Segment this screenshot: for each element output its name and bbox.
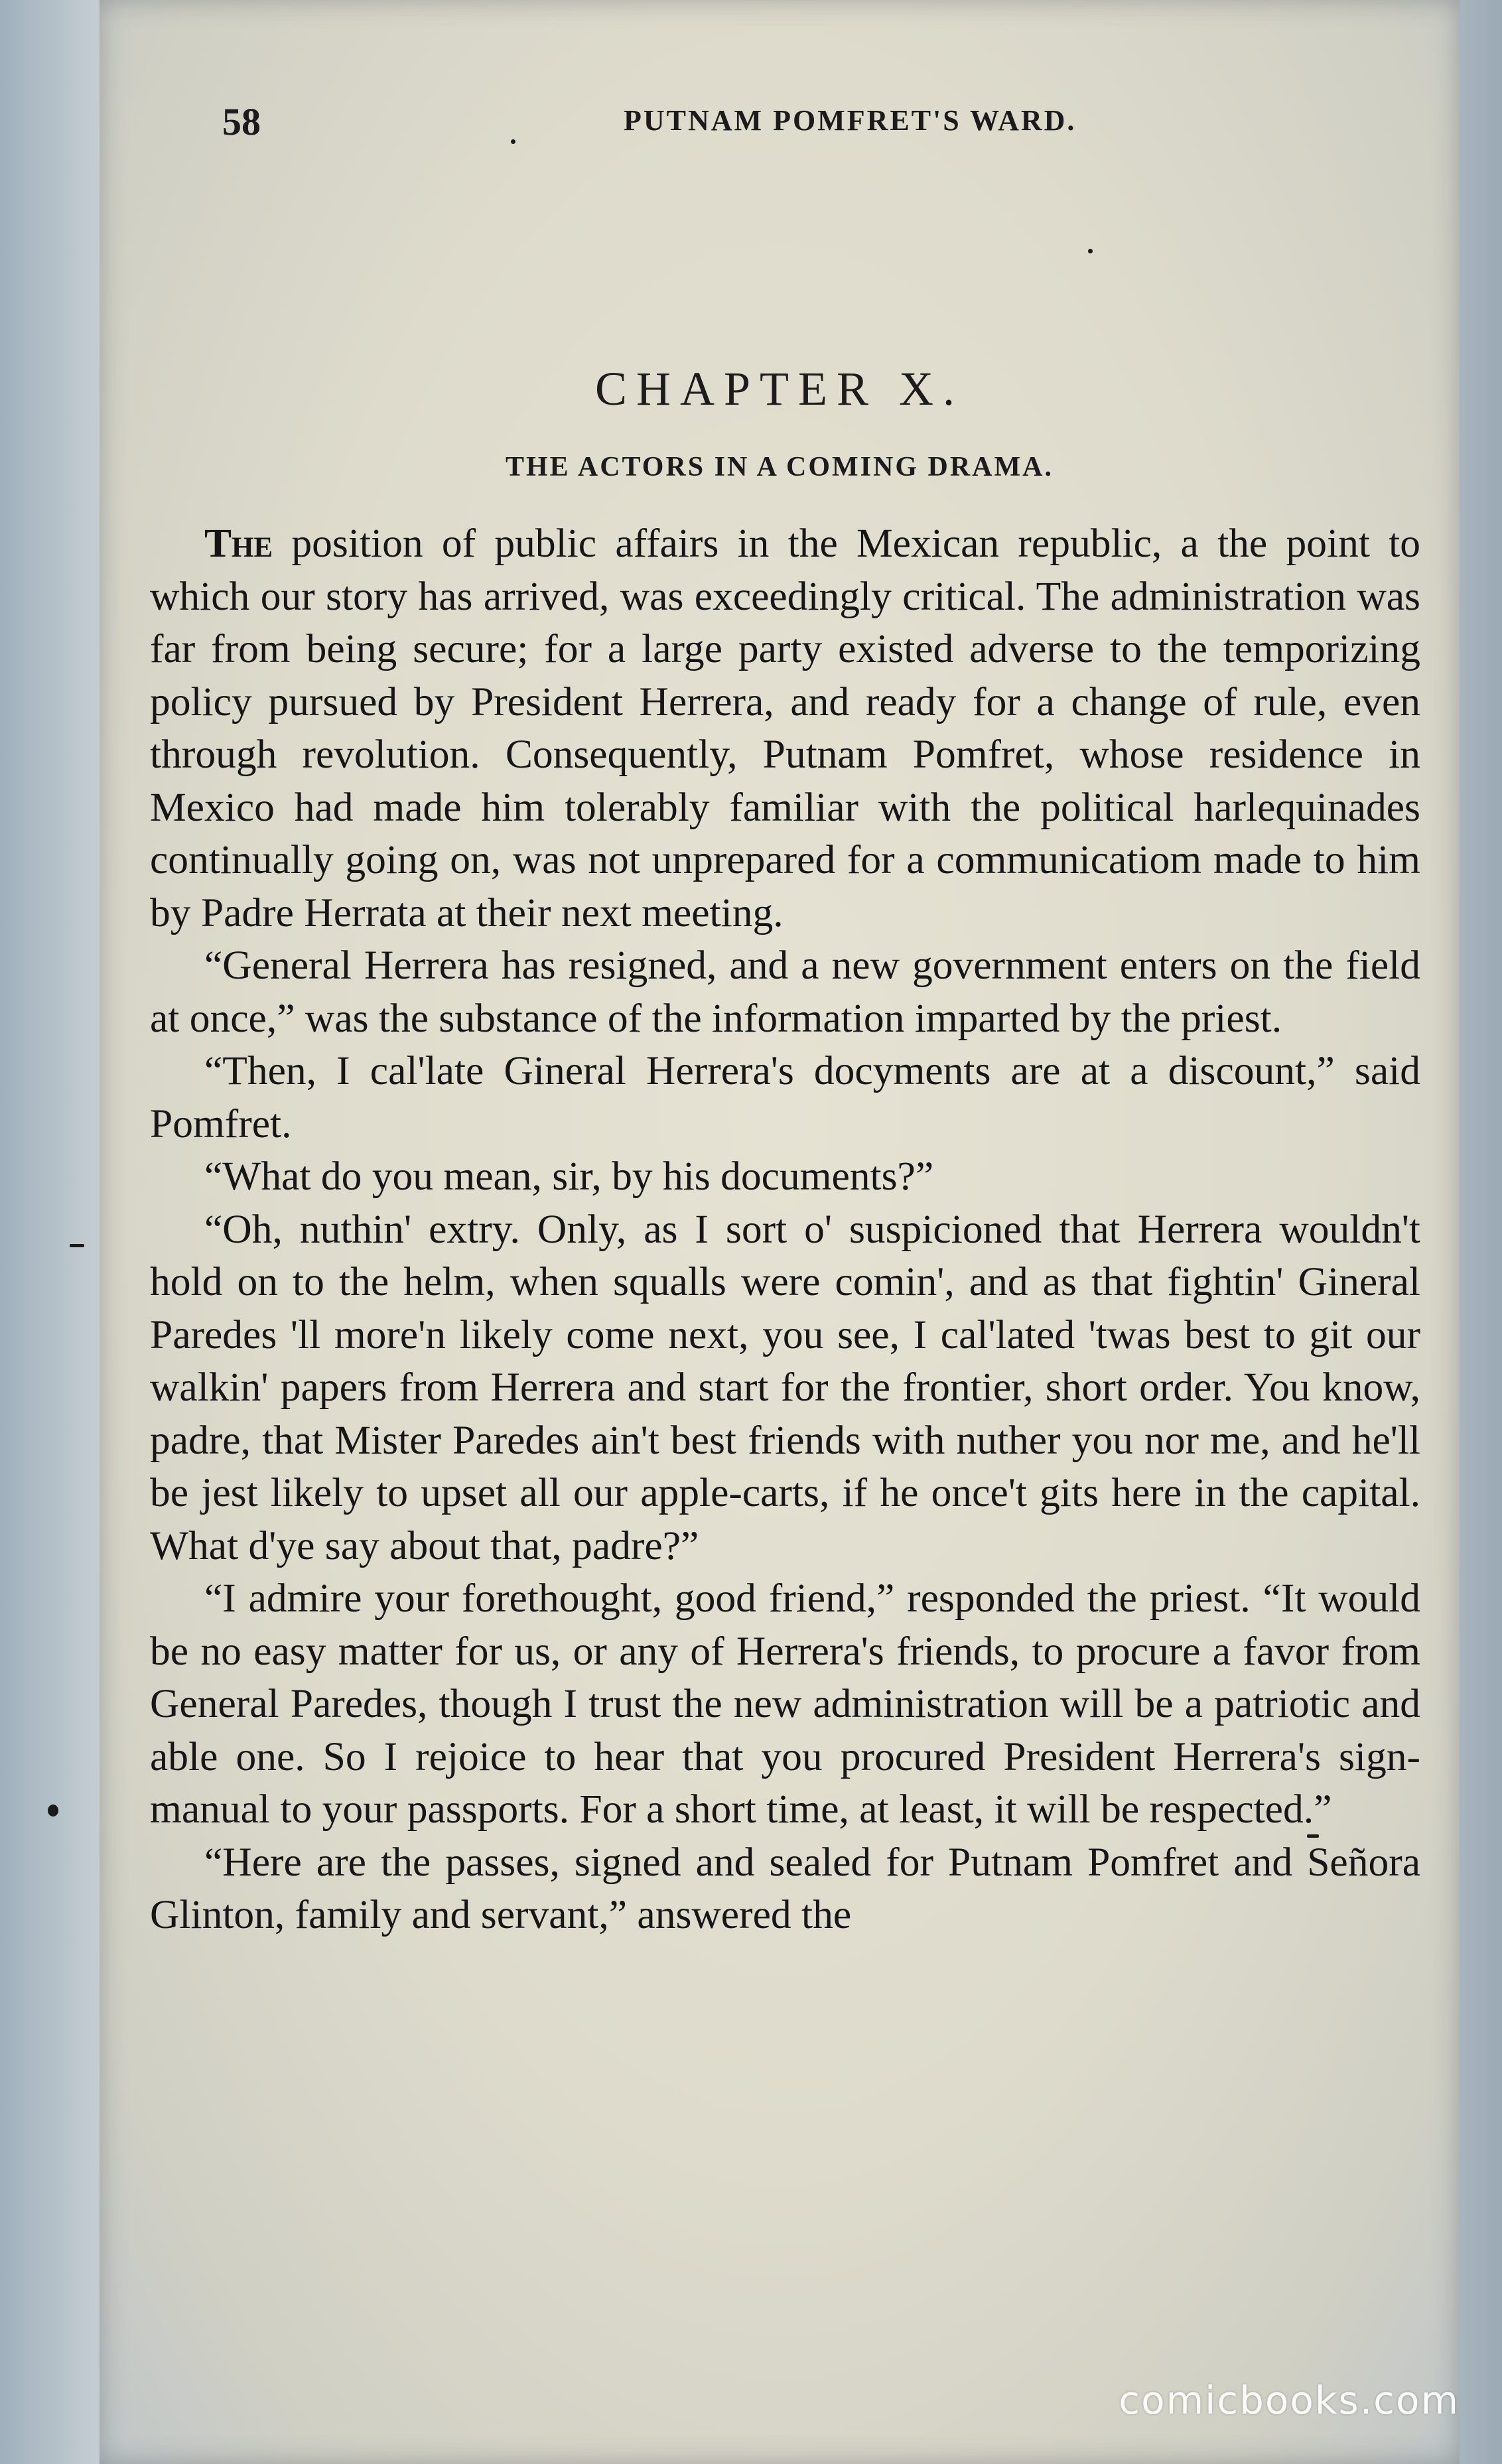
running-title: PUTNAM POMFRET'S WARD.	[624, 104, 1077, 137]
paragraph	[150, 517, 1420, 939]
ink-speck	[1088, 249, 1093, 253]
body-text	[150, 517, 1420, 1942]
watermark: comicbooks.com	[1119, 2378, 1460, 2423]
paragraph-dropcap: The	[204, 521, 273, 566]
running-head	[159, 100, 1420, 146]
chapter-subtitle: THE ACTORS IN A COMING DRAMA.	[506, 452, 1054, 482]
paragraph-text: position of public affairs in the Mexican republic, a the point to which our story has arrived, was exceedingly critical. The administration was far from being secure; for a large party existed adverse to the temporizing policy pursued by President Herrera, and ready for a change of rule, even through revolution. Consequently, Putnam Pomfret, whose residence in Mexico had made him tolerably familiar with the political harlequinades continually going on, was not unprepared for a communicatiom made to him by Padre Herrata at their next meeting.	[150, 521, 1420, 935]
chapter-heading: CHAPTER X.	[594, 362, 965, 415]
page-number: 58	[222, 100, 261, 143]
paragraph: “General Herrera has resigned, and a new government enters on the field at once,” was the substance of the information imparted by the priest.	[150, 943, 1420, 1041]
ink-speck	[70, 1244, 84, 1247]
paragraph: “Oh, nuthin' extry. Only, as I sort o' suspicioned that Herrera wouldn't hold on to the helm, when squalls were comin', and as that fightin' Gineral Paredes 'll more'n likely come next, you see, I cal'lated 'twas best to git our walkin' papers from Herrera and start for the frontier, short order. You know, padre, that Mister Paredes ain't best friends with nuther you nor me, and he'll be jest likely to upset all our apple-carts, if he once't gits here in the capital. What d'ye say about that, padre?”	[150, 1206, 1420, 1568]
paragraph: “What do you mean, sir, by his documents?”	[204, 1154, 934, 1199]
paragraph: “I admire your forethought, good friend,” responded the priest. “It would be no easy matter for us, or any of Herrera's friends, to procure a favor from General Paredes, though I trust the new administration will be a patriotic and able one. So I rejoice to hear that you procured President Herrera's sign-manual to your passports. For a short time, at least, it will be respected.”	[150, 1576, 1420, 1832]
ink-speck	[511, 139, 515, 144]
paragraph: “Then, I cal'late Gineral Herrera's docyments are at a discount,” said Pomfret.	[150, 1048, 1420, 1146]
ink-speck	[1307, 1834, 1319, 1838]
book-page	[100, 0, 1460, 2464]
ink-speck	[48, 1805, 58, 1816]
paragraph: “Here are the passes, signed and sealed for Putnam Pomfret and Señora Glinton, family and servant,” answered the	[150, 1839, 1420, 1937]
